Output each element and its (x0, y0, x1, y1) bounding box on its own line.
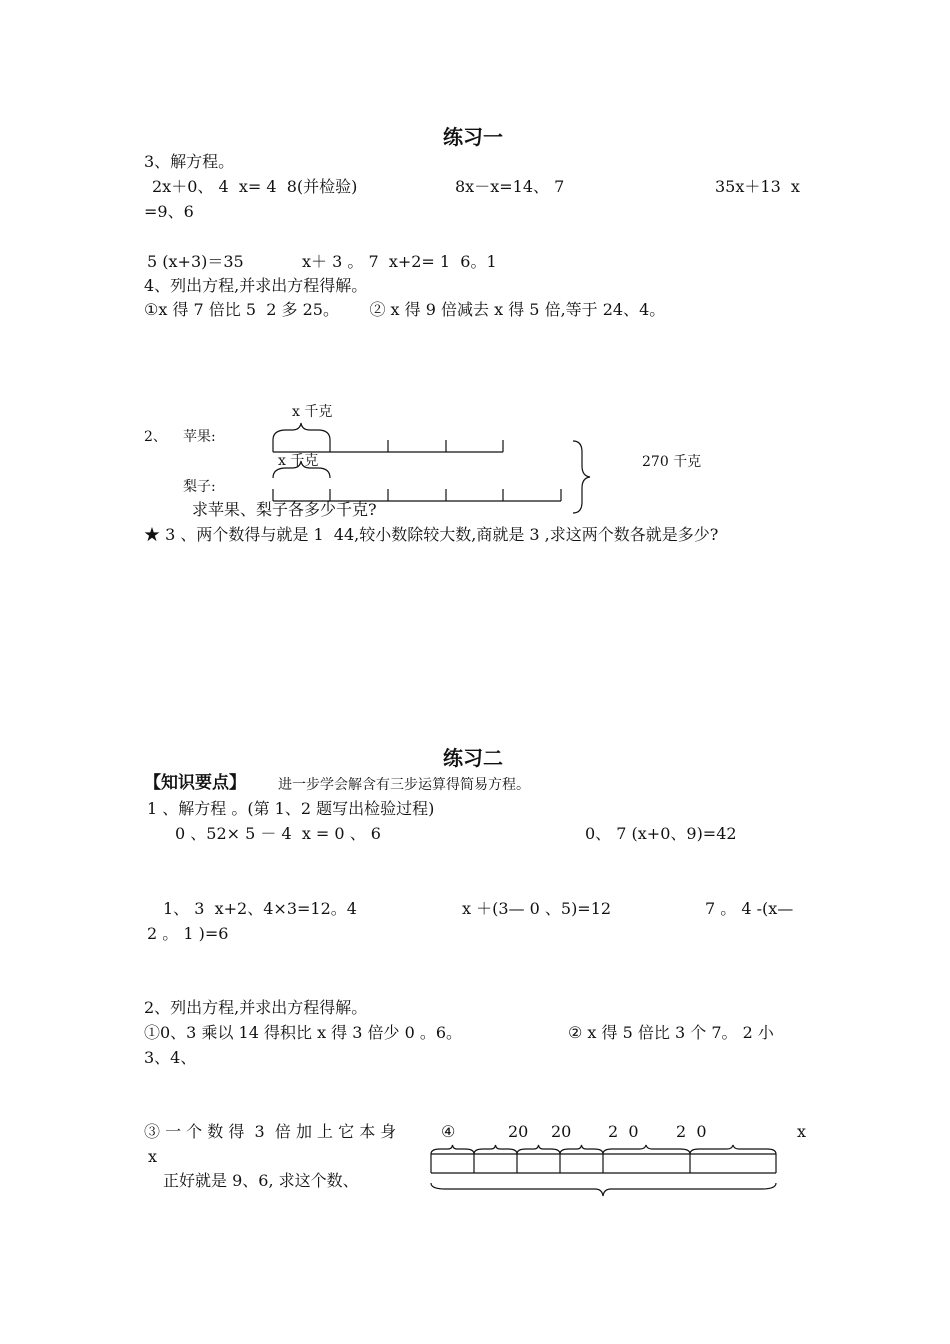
q2-sub-1: ①0、3 乘以 14 得积比 x 得 3 倍少 0 。6。 (144, 1023, 463, 1042)
segment-label-x: x (797, 1122, 807, 1141)
exercise2-title: 练习二 (443, 746, 503, 770)
pear-bar (273, 461, 561, 501)
ex2-equation-1: 0 、52× 5 － 4 x = 0 、 6 (175, 824, 381, 843)
apple-label: 苹果: (183, 429, 216, 445)
segment-label-4: 2 0 (676, 1122, 707, 1141)
apple-bar (273, 423, 503, 452)
ex2-equation-5: 7 。 4 -(x— (705, 899, 794, 918)
total-right-brace (573, 441, 590, 513)
q3-heading: 3、解方程。 (144, 152, 235, 171)
total-bottom-brace (431, 1183, 776, 1196)
key-points-text: 进一步学会解含有三步运算得简易方程。 (278, 777, 530, 793)
equation-5: x＋ 3 。 7 x+2= 1 6。1 (302, 252, 497, 271)
segment-diagram-2 (431, 1145, 776, 1196)
ex2-equation-2: 0、 7 (x+0、9)=42 (585, 824, 737, 843)
q2-sub-2-cont: 3、4、 (144, 1048, 197, 1067)
q2-sub-4: ④ (441, 1122, 456, 1141)
diagram-number: 2、 (144, 429, 167, 445)
q4-heading: 4、列出方程,并求出方程得解。 (144, 276, 368, 295)
ex2-equation-3: 1、 3 x+2、4×3=12。4 (163, 899, 357, 918)
equation-4: 5 (x+3)＝35 (147, 252, 244, 271)
q1-heading: 1 、解方程 。(第 1、2 题写出检验过程) (147, 799, 435, 818)
star-question: ★ 3 、两个数得与就是 1 44,较小数除较大数,商就是 3 ,求这两个数各就是多少? (144, 525, 719, 544)
ex2-equation-4: x ＋(3— 0 、5)=12 (462, 899, 612, 918)
diagram-question: 求苹果、梨子各多少千克? (192, 500, 377, 519)
total-270kg-label: 270 千克 (642, 454, 702, 470)
q2-heading: 2、列出方程,并求出方程得解。 (144, 998, 368, 1017)
q2-sub-3-x: x (148, 1147, 158, 1166)
exercise1-title: 练习一 (443, 125, 503, 149)
x-kg-label-mid: x 千克 (278, 453, 319, 469)
pear-brace (273, 461, 330, 478)
equation-3-cont: =9、6 (144, 202, 194, 221)
equation-3: 35x＋13 x (715, 177, 800, 196)
equation-1: 2x＋0、 4 x= 4 8(并检验) (152, 177, 358, 196)
segment-label-1: 20 (508, 1122, 529, 1141)
equation-2: 8x－x=14、 7 (455, 177, 565, 196)
segment-label-2: 20 (551, 1122, 572, 1141)
q2-sub-3-cont: 正好就是 9、6, 求这个数、 (163, 1171, 359, 1190)
apple-brace (273, 423, 330, 440)
q2-sub-2: ② x 得 5 倍比 3 个 7。 2 小 (568, 1023, 774, 1042)
key-points-label: 【知识要点】 (144, 773, 246, 793)
pear-label: 梨子: (183, 479, 216, 495)
ex2-equation-5-cont: 2 。 1 )=6 (147, 924, 229, 943)
x-kg-label-top: x 千克 (292, 404, 333, 420)
q4-subquestions: ①x 得 7 倍比 5 2 多 25。 ② x 得 9 倍减去 x 得 5 倍,等于 24、4。 (144, 300, 666, 319)
segment-label-3: 2 0 (608, 1122, 639, 1141)
q2-sub-3: ③ 一 个 数 得 3 倍 加 上 它 本 身 (144, 1122, 397, 1141)
